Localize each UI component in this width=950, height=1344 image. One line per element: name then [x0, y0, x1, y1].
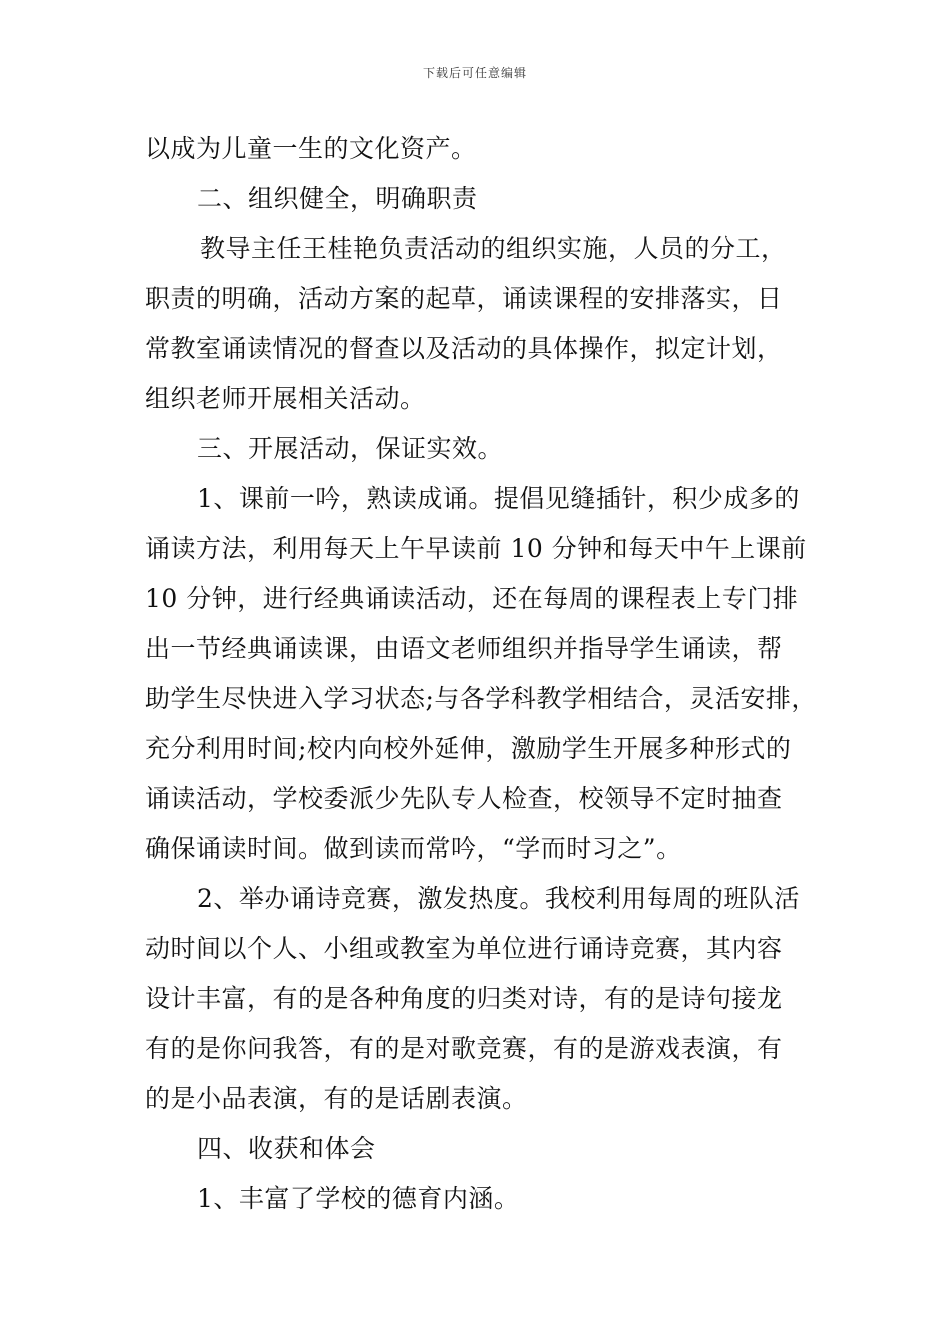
body-line: 以成为儿童一生的文化资产。 — [145, 134, 477, 163]
body-line: 组织老师开展相关活动。 — [145, 384, 426, 413]
body-line: 充分利用时间;校内向校外延伸，激励学生开展多种形式的 — [145, 734, 792, 763]
section-heading: 四、收获和体会 — [197, 1134, 376, 1163]
body-line: 出一节经典诵读课，由语文老师组织并指导学生诵读，帮 — [145, 634, 783, 663]
body-line: 1、课前一吟，熟读成诵。提倡见缝插针，积少成多的 — [197, 484, 800, 513]
body-line: 动时间以个人、小组或教室为单位进行诵诗竞赛，其内容 — [145, 934, 783, 963]
body-line: 确保诵读时间。做到读而常吟，“学而时习之”。 — [145, 834, 682, 863]
body-line: 常教室诵读情况的督查以及活动的具体操作，拟定计划， — [145, 334, 783, 363]
body-line: 诵读活动，学校委派少先队专人检查，校领导不定时抽查 — [145, 784, 783, 813]
body-line: 2、举办诵诗竞赛，激发热度。我校利用每周的班队活 — [197, 884, 800, 913]
section-heading: 三、开展活动，保证实效。 — [197, 434, 504, 463]
body-line: 教导主任王桂艳负责活动的组织实施，人员的分工， — [200, 234, 787, 263]
body-line: 诵读方法，利用每天上午早读前 10 分钟和每天中午上课前 — [145, 534, 807, 563]
body-line: 1、丰富了学校的德育内涵。 — [197, 1184, 520, 1213]
body-line: 的是小品表演，有的是话剧表演。 — [145, 1084, 528, 1113]
body-line: 助学生尽快进入学习状态;与各学科教学相结合，灵活安排， — [145, 684, 817, 713]
body-line: 有的是你问我答，有的是对歌竞赛，有的是游戏表演，有 — [145, 1034, 783, 1063]
body-line: 职责的明确，活动方案的起草，诵读课程的安排落实，日 — [145, 284, 783, 313]
body-line: 10 分钟，进行经典诵读活动，还在每周的课程表上专门排 — [145, 584, 799, 613]
section-heading: 二、组织健全，明确职责 — [197, 184, 478, 213]
body-line: 设计丰富，有的是各种角度的归类对诗，有的是诗句接龙 — [145, 984, 783, 1013]
page-header: 下载后可任意编辑 — [422, 66, 527, 80]
document-body — [145, 124, 835, 1224]
